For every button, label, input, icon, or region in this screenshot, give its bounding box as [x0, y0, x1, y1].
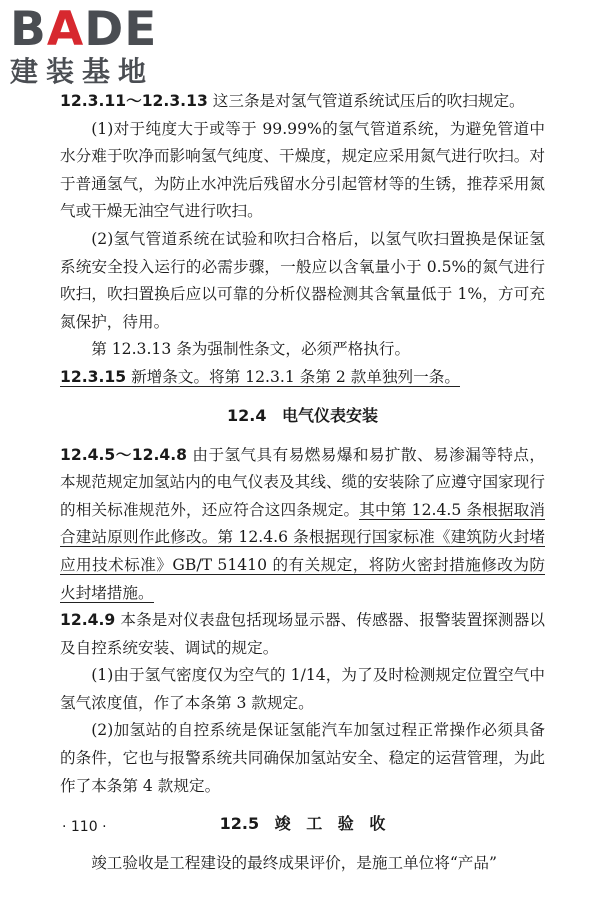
- paragraph: (1)对于纯度大于或等于 99.99%的氢气管道系统，为避免管道中水分难于吹净而影响氢气纯度、干燥度，规定应采用氮气进行吹扫。对于普通氢气，为防止水冲洗后残留水分引起管材等的生锈，推荐采用氮气或干燥无油空气进行吹扫。: [60, 119, 545, 221]
- section-title-12-5: 12.5 竣 工 验 收: [219, 814, 386, 834]
- underlined-revision: 12.3.15 新增条文。将第 12.3.1 条第 2 款单独列一条。: [60, 367, 460, 386]
- clause-12-4-5: 12.4.5～12.4.8 由于氢气具有易燃易爆和易扩散、易渗漏等特点，本规范规定加氢站内的电气仪表及其线、缆的安装除了应遵守国家现行的相关标准规范外，还应符合这四条规定。其中第 12.4.5 条根据取消合建站原则作此修改。第 12.4.6 条根据现行国家标准《建筑防火封堵应用技术标准》GB/T 51410 的有关规定，将防火密封措施修改为防火封堵措施。: [60, 445, 545, 602]
- underlined-revision: 其中第 12.4.5 条根据取消合建站原则作此修改。第 12.4.6 条根据现行国家标准《建筑防火封堵应用技术标准》GB/T 51410 的有关规定，将防火密封措施修改为防火封堵措施。: [60, 500, 545, 602]
- paragraph: (1)由于氢气密度仅为空气的 1/14，为了及时检测规定位置空气中氢气浓度值，作了本条第 3 款规定。: [60, 666, 545, 712]
- bade-logo: [10, 2, 180, 88]
- page-body: [60, 88, 545, 878]
- clause-12-4-9: 12.4.9 本条是对仪表盘包括现场显示器、传感器、报警装置探测器以及自控系统安装、调试的规定。: [60, 611, 545, 657]
- paragraph: 第 12.3.13 条为强制性条文，必须严格执行。: [91, 340, 411, 359]
- section-title-12-4: 12.4 电气仪表安装: [226, 405, 379, 425]
- logo-subtitle: 建装基地: [10, 55, 155, 88]
- page-number: · 110 ·: [62, 819, 107, 835]
- paragraph: (2)氢气管道系统在试验和吹扫合格后，以氢气吹扫置换是保证氢系统安全投入运行的必需步骤，一般应以含氧量小于 0.5%的氮气进行吹扫，吹扫置换后应以可靠的分析仪器检测其含氧量低于 1%，方可充氮保护，待用。: [60, 229, 545, 331]
- paragraph: 竣工验收是工程建设的最终成果评价，是施工单位将“产品”: [91, 854, 497, 873]
- paragraph: (2)加氢站的自控系统是保证氢能汽车加氢过程正常操作必须具备的条件，它也与报警系统共同确保加氢站安全、稳定的运营管理，为此作了本条第 4 款规定。: [60, 721, 545, 795]
- logo-wordmark: BADE: [10, 2, 158, 57]
- clause-12-3-11: 12.3.11～12.3.13 这三条是对氢气管道系统试压后的吹扫规定。: [60, 92, 525, 110]
- clause-12-3-15: [60, 364, 545, 392]
